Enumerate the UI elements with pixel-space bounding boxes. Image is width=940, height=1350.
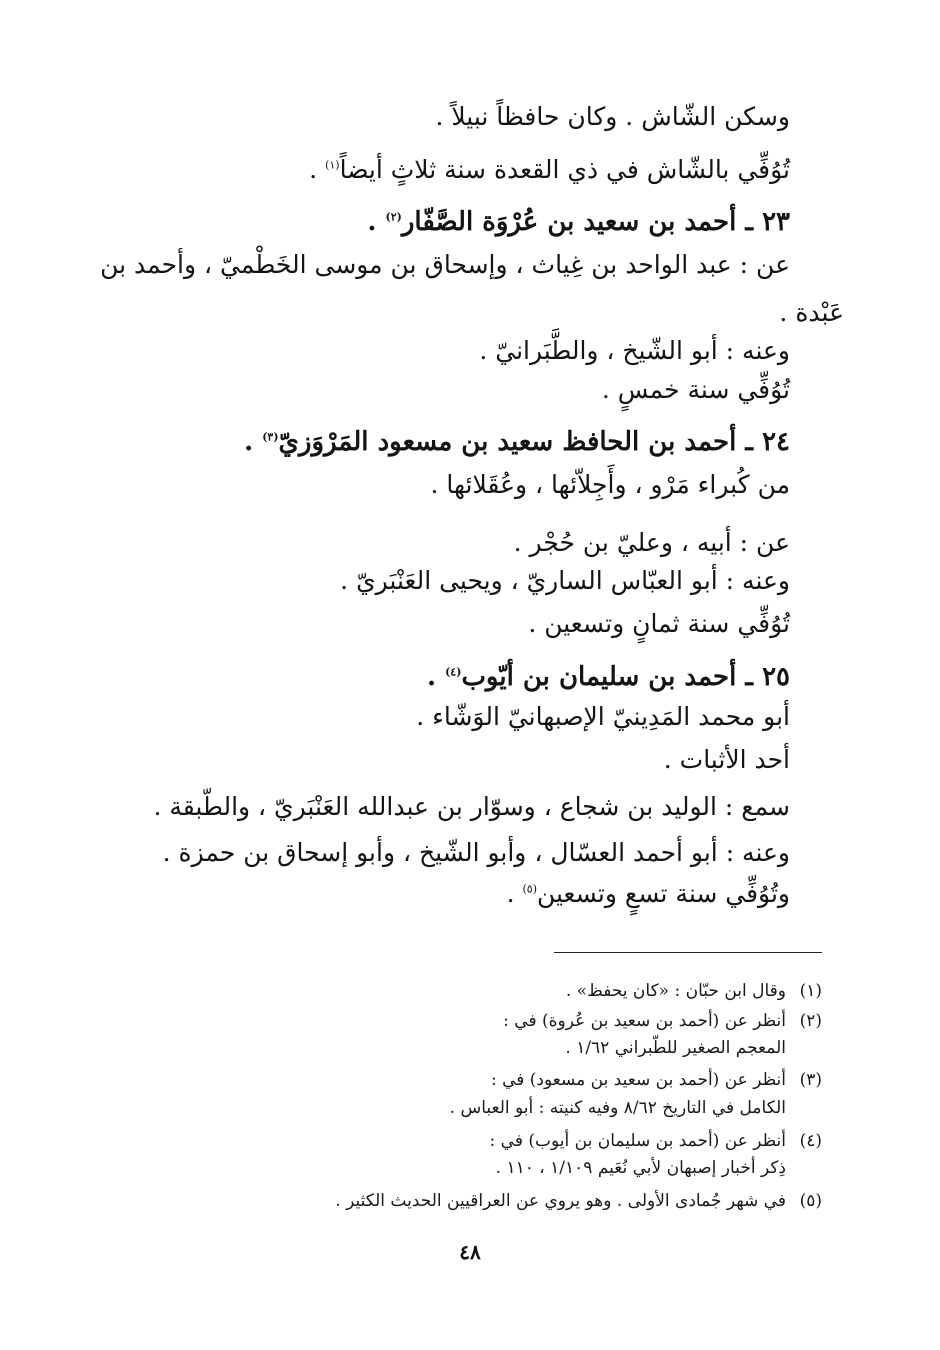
text-line: أبو محمد المَدِينيّ الإصبهانيّ الوَشّاء .: [416, 702, 790, 731]
text-line: سمع : الوليد بن شجاع ، وسوّار بن عبدالله العَنْبَريّ ، والطّبقة .: [153, 792, 790, 821]
footnote-3-continuation: الكامل في التاريخ ٨/٦٢ وفيه كنيته : أبو العباس .: [449, 1098, 786, 1118]
page-number: ٤٨: [459, 1240, 481, 1264]
footnote-ref[interactable]: (٥): [522, 882, 537, 896]
footnote-3: (٣)أنظر عن (أحمد بن سعيد بن مسعود) في :: [490, 1070, 822, 1090]
text-line: من كُبراء مَرْو ، وأَجِلاّئها ، وعُقَلائها .: [430, 470, 790, 499]
entry-heading-24: ٢٤ ـ أحمد بن الحافظ سعيد بن مسعود المَرْوَزيّ$^{(٣)}$ .: [244, 427, 790, 457]
text-line: وعنه : أبو الشّيخ ، والطَّبَرانيّ .: [479, 336, 790, 365]
footnote-ref[interactable]: (٣): [262, 430, 279, 444]
footnote-ref[interactable]: (٤): [445, 665, 462, 679]
footnote-ref[interactable]: (٢): [385, 210, 402, 224]
text-line: وتُوُفِّي سنة تسعٍ وتسعين$^{(٥)}$ .: [506, 879, 790, 908]
text-line: وسكن الشّاش . وكان حافظاً نبيلاً .: [435, 102, 790, 131]
footnote-4: (٤)أنظر عن (أحمد بن سليمان بن أيوب) في :: [489, 1131, 822, 1151]
text-line: وعنه : أبو أحمد العسّال ، وأبو الشّيخ ، وأبو إسحاق بن حمزة .: [162, 838, 790, 867]
footnote-2: (٢)أنظر عن (أحمد بن سعيد بن عُروة) في :: [503, 1011, 822, 1031]
footnote-4-continuation: ذِكر أخبار إصبهان لأبي نُعَيم ١/١٠٩ ، ١١٠ .: [495, 1158, 786, 1178]
footnote-separator: [554, 952, 822, 953]
text-line-overhang: عَبْدة .: [779, 298, 844, 327]
footnote-2-continuation: المعجم الصغير للطّبراني ١/٦٢ .: [565, 1038, 786, 1058]
text-line: تُوُفِّي سنة ثمانٍ وتسعين .: [528, 609, 790, 638]
text-line: وعنه : أبو العبّاس الساريّ ، ويحيى العَنْبَريّ .: [340, 566, 790, 595]
text-line: عن : عبد الواحد بن غِياث ، وإسحاق بن موسى الخَطْميّ ، وأحمد بن: [100, 250, 790, 279]
text-line: تُوُفِّي بالشّاش في ذي القعدة سنة ثلاثٍ أيضاً$^{(١)}$ .: [309, 155, 790, 184]
text-line: عن : أبيه ، وعليّ بن حُجْر .: [513, 528, 790, 557]
entry-heading-23: ٢٣ ـ أحمد بن سعيد بن عُرْوَة الصَّفّار$^{(٢)}$ .: [367, 207, 790, 237]
footnote-1: (١)وقال ابن حبّان : «كان يحفظ» .: [565, 981, 822, 1001]
text-line: أحد الأثبات .: [663, 745, 790, 774]
footnote-5: (٥)في شهر جُمادى الأولى . وهو يروي عن العراقيين الحديث الكثير .: [335, 1191, 822, 1211]
footnote-ref[interactable]: (١): [325, 158, 340, 172]
entry-heading-25: ٢٥ ـ أحمد بن سليمان بن أيّوب$^{(٤)}$ .: [426, 662, 790, 692]
text-line: تُوُفِّي سنة خمسٍ .: [601, 375, 790, 404]
